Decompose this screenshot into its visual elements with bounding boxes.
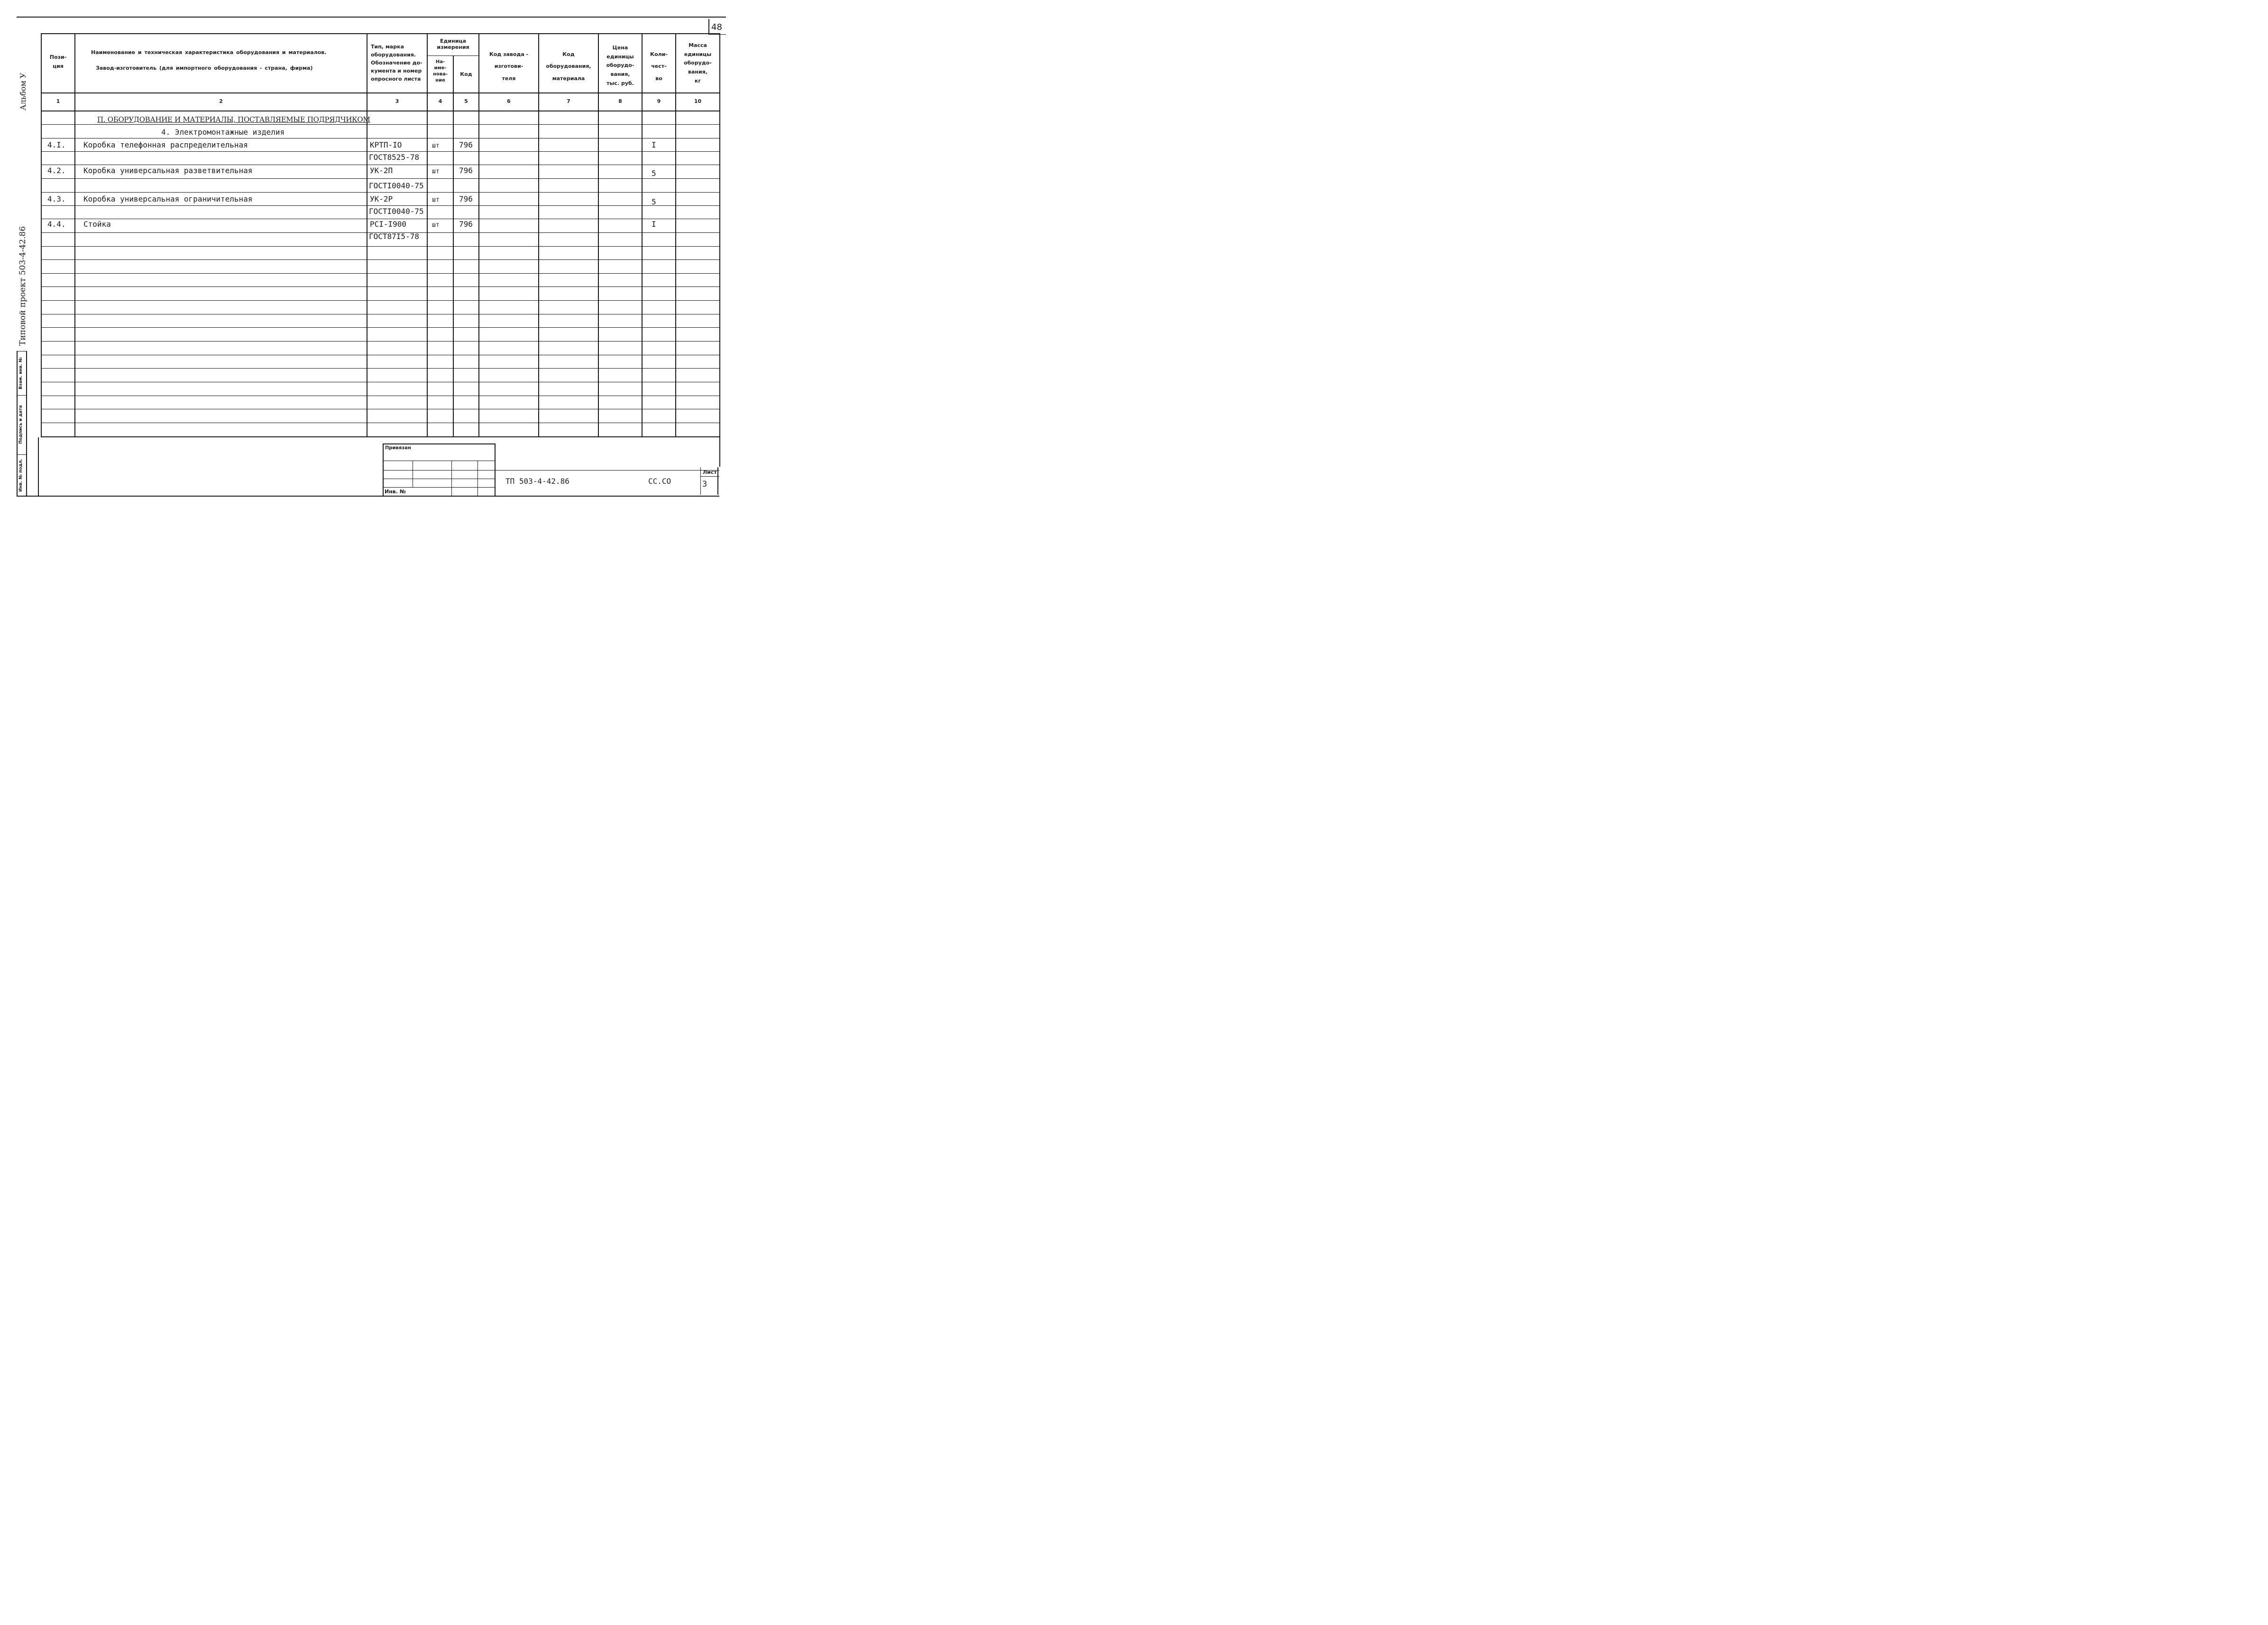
column-number: 1 (56, 98, 60, 104)
header-unit-group: Единица измерения (437, 38, 469, 51)
header-plant-code: Код завода - изготови- теля (489, 51, 529, 82)
header-name-line1: Наименование и техническая характеристика оборудования и материалов. (91, 49, 327, 55)
field-signature-date: Подпись и дата (18, 405, 23, 444)
column-number: 7 (567, 98, 570, 104)
item-unit-code: 796 (459, 194, 473, 203)
header-price: Цена единицы оборудо- вания, тыс. руб. (606, 45, 634, 86)
document-page (0, 0, 744, 533)
stamp-inv-label: Инв. № (385, 489, 406, 495)
item-quantity: I (652, 140, 656, 149)
header-type: Тип, марка оборудования. Обозначение до- кумента и номер опросного листа (371, 44, 422, 83)
column-number: 6 (507, 98, 511, 104)
item-position: 4.3. (47, 194, 66, 203)
item-document: ГОСТ87I5-78 (369, 232, 419, 241)
item-type: PCI-I900 (370, 220, 407, 229)
document-designation: ТП 503-4-42.86 (505, 477, 569, 486)
column-number: 4 (438, 98, 442, 104)
item-unit-code: 796 (459, 140, 473, 149)
item-quantity: 5 (652, 197, 656, 206)
header-equip-code: Код оборудования, материала (546, 51, 591, 82)
stamp-attached-label: Привязан (385, 445, 411, 451)
header-name-line2: Завод-изготовитель (для импортного оборудования - страна, фирма) (96, 65, 313, 71)
column-number: 8 (618, 98, 622, 104)
column-number: 3 (395, 98, 399, 104)
item-unit: шт (432, 196, 440, 203)
item-quantity: 5 (652, 169, 656, 178)
header-mass: Масса единицы оборудо- вания, кг (684, 42, 712, 84)
field-original-inv: Инв. № подл. (18, 459, 23, 492)
item-type: УК-2Р (370, 194, 393, 203)
item-unit: шт (432, 142, 440, 149)
column-number: 5 (464, 98, 468, 104)
header-unit-code: Код (460, 71, 472, 77)
header-unit-name: На- име- нова- ние (432, 59, 448, 83)
item-document: ГОСТ8525-78 (369, 153, 419, 162)
item-document: ГОСТI0040-75 (369, 181, 424, 190)
item-unit-code: 796 (459, 220, 473, 229)
item-name: Коробка универсальная ограничительная (83, 194, 253, 203)
item-position: 4.4. (47, 220, 66, 229)
header-position: Пози- ция (49, 54, 67, 69)
sheet-number: 3 (702, 480, 707, 489)
item-type: УК-2П (370, 166, 393, 175)
column-number: 2 (219, 98, 223, 104)
item-quantity: I (652, 220, 656, 229)
column-number: 10 (694, 98, 702, 104)
item-document: ГОСТI0040-75 (369, 207, 424, 216)
sheet-label: Лист (703, 469, 717, 475)
item-position: 4.I. (47, 140, 66, 149)
document-code: СС.СО (648, 477, 671, 486)
section-title: П. ОБОРУДОВАНИЕ И МАТЕРИАЛЫ, ПОСТАВЛЯЕМЫЕ ПОДРЯДЧИКОМ (97, 115, 370, 124)
header-quantity: Коли- чест- во (650, 51, 668, 82)
item-unit: шт (432, 168, 440, 175)
item-unit-code: 796 (459, 166, 473, 175)
field-replaced-inv: Взам. инв. № (18, 357, 23, 389)
column-number: 9 (657, 98, 661, 104)
page-number: 48 (711, 22, 722, 32)
subsection-title: 4. Электромонтажные изделия (161, 128, 285, 137)
item-position: 4.2. (47, 166, 66, 175)
item-name: Коробка телефонная распределительная (83, 140, 248, 149)
item-type: КРТП-IO (370, 140, 402, 149)
album-label: Альбом У (18, 73, 28, 111)
item-unit: шт (432, 222, 440, 229)
project-label: Типовой проект 503-4-42.86 (18, 226, 28, 346)
item-name: Коробка универсальная разветвительная (83, 166, 253, 175)
item-name: Стойка (83, 220, 111, 229)
